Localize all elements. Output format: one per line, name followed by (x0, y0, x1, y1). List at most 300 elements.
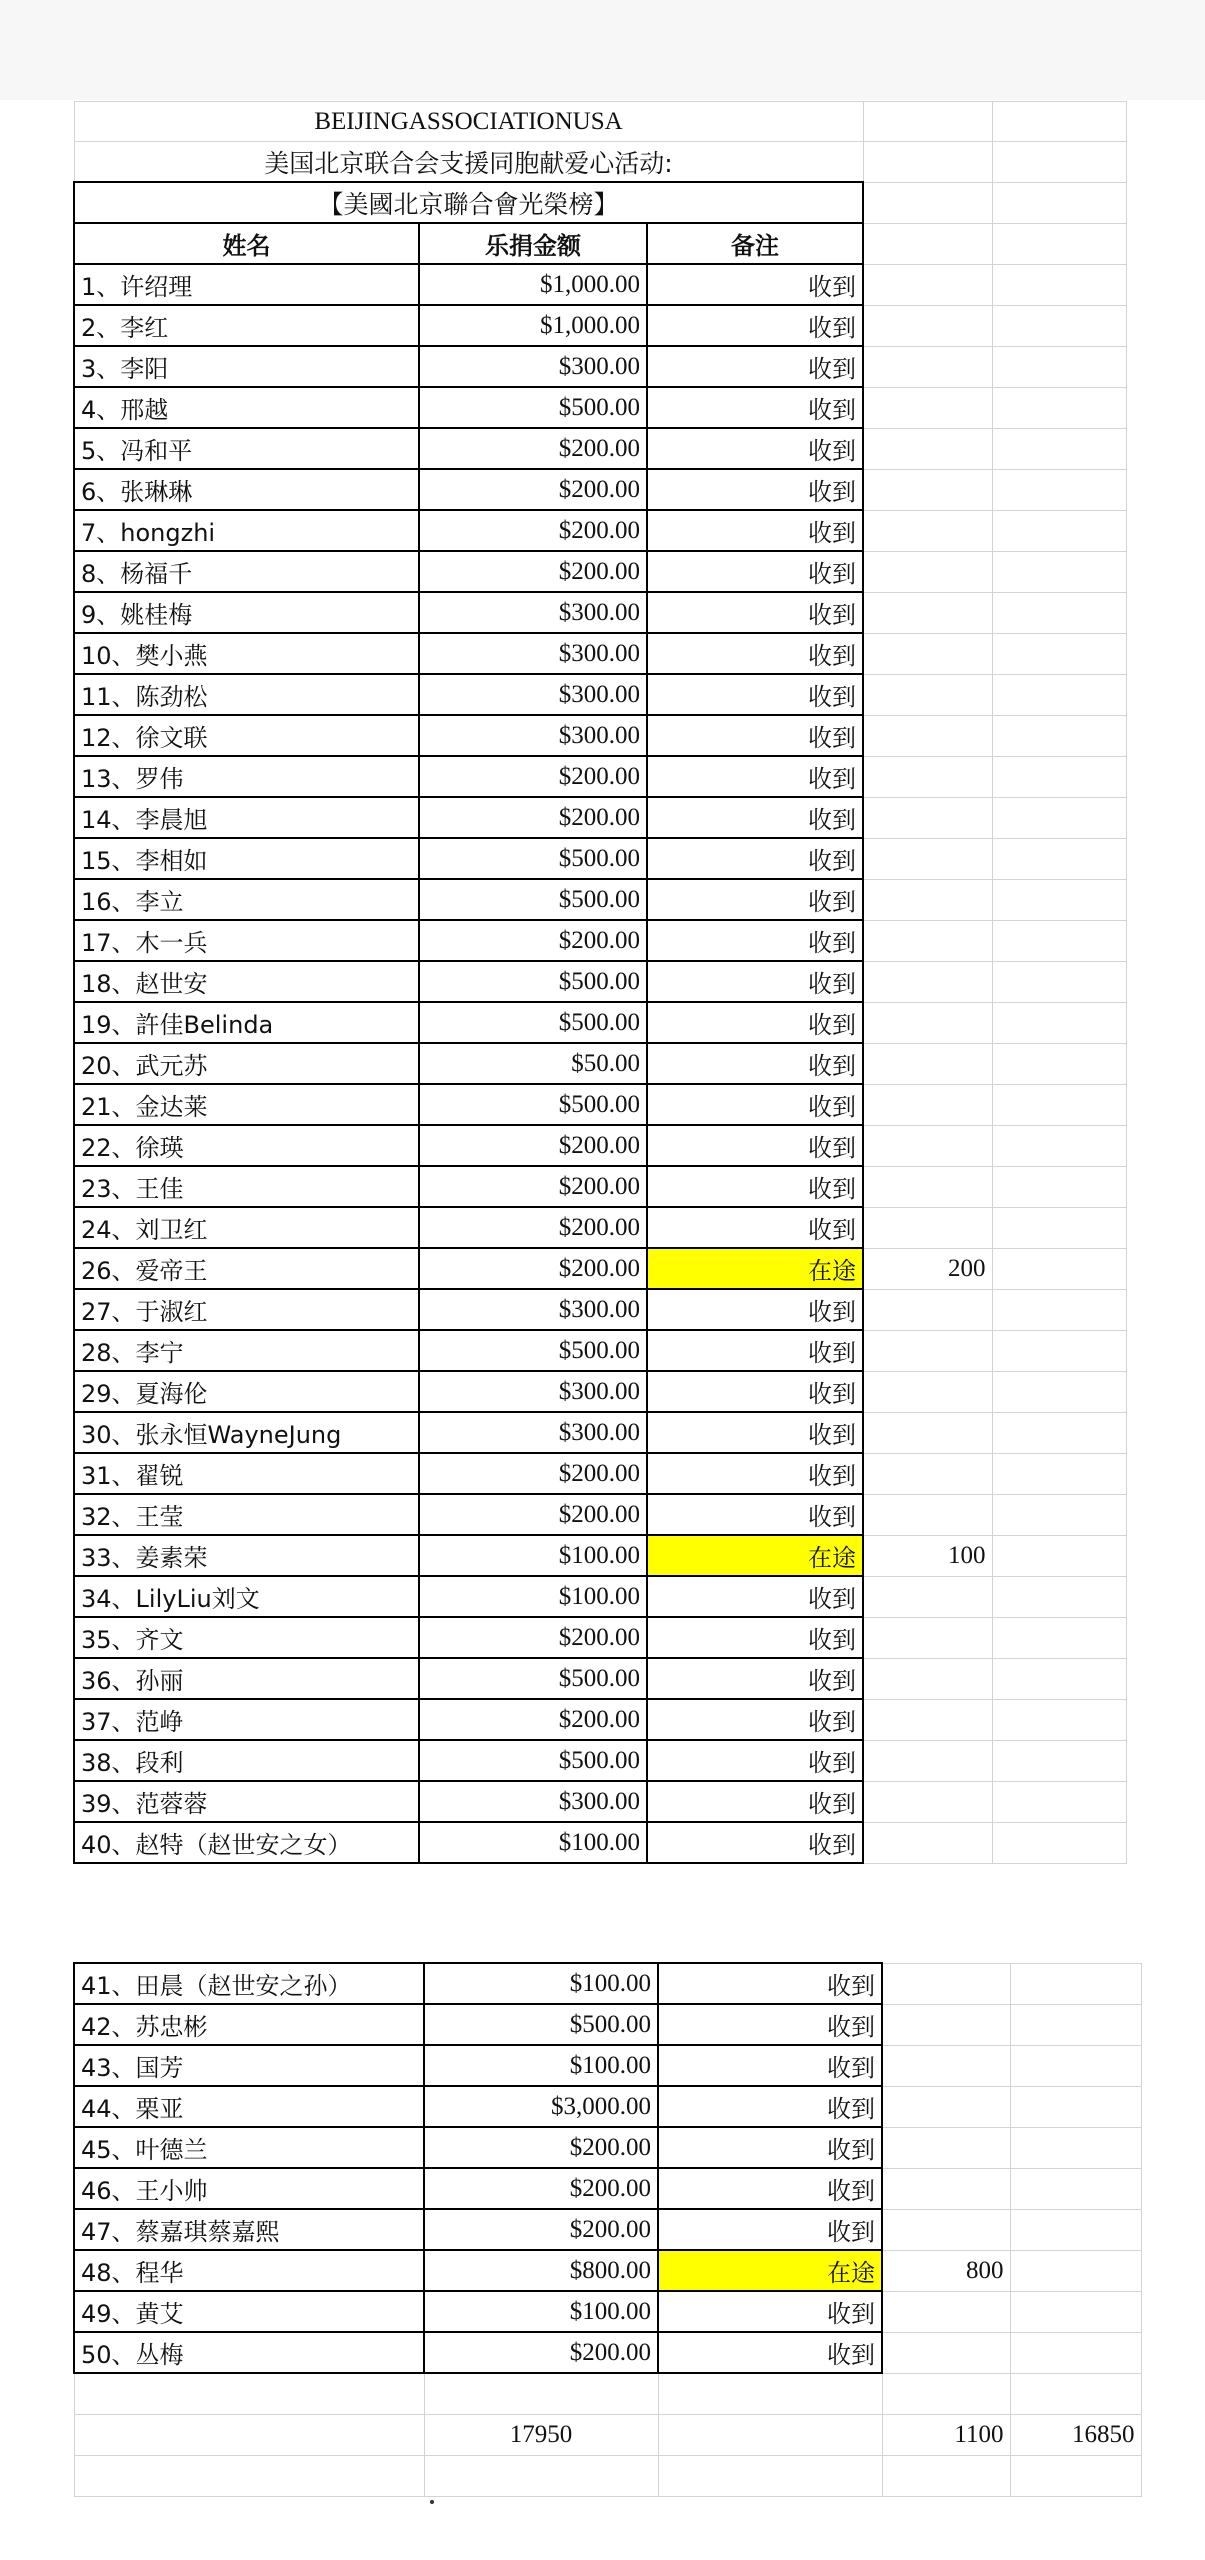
donation-amount: $800.00 (424, 2250, 658, 2291)
status-note: 在途 (647, 1248, 863, 1289)
donor-row (74, 1781, 1126, 1822)
pending-amount (882, 2086, 1010, 2127)
pending-amount (882, 2127, 1010, 2168)
donor-name: 20、武元苏 (74, 1043, 419, 1084)
blank-cell (1010, 2332, 1141, 2373)
donor-name: 1、许绍理 (74, 264, 419, 305)
donation-amount: $500.00 (419, 1330, 647, 1371)
donor-row (74, 1289, 1126, 1330)
donation-amount: $200.00 (424, 2168, 658, 2209)
pending-amount: 100 (863, 1535, 992, 1576)
donor-name: 28、李宁 (74, 1330, 419, 1371)
title-cn: 美国北京联合会支援同胞献爱心活动: (74, 142, 863, 183)
status-note: 收到 (658, 2127, 882, 2168)
donation-amount: $300.00 (419, 346, 647, 387)
donor-name: 49、黄艾 (74, 2291, 424, 2332)
status-note: 收到 (647, 1699, 863, 1740)
blank-cell (863, 142, 992, 183)
pending-amount (863, 387, 992, 428)
status-note: 收到 (647, 387, 863, 428)
donor-name: 31、翟锐 (74, 1453, 419, 1494)
donor-name: 14、李晨旭 (74, 797, 419, 838)
blank-cell (992, 102, 1126, 142)
blank-cell (658, 2456, 882, 2497)
donation-amount: $200.00 (419, 469, 647, 510)
blank-row (74, 2456, 1141, 2497)
blank-cell (863, 102, 992, 142)
donation-amount: $200.00 (424, 2332, 658, 2373)
status-note: 收到 (647, 1125, 863, 1166)
status-note: 收到 (647, 797, 863, 838)
status-note: 收到 (658, 2291, 882, 2332)
status-note: 收到 (658, 2045, 882, 2086)
donor-row (74, 592, 1126, 633)
donation-amount: $200.00 (419, 1125, 647, 1166)
blank-cell (1010, 1963, 1141, 2004)
donor-row (74, 2086, 1141, 2127)
blank-cell (992, 346, 1126, 387)
honor-title-row (74, 182, 1126, 223)
blank-cell (658, 2373, 882, 2415)
donation-amount: $100.00 (424, 2045, 658, 2086)
donor-row (74, 1043, 1126, 1084)
pending-amount (863, 1617, 992, 1658)
blank-cell (992, 223, 1126, 264)
donor-name: 5、冯和平 (74, 428, 419, 469)
status-note: 收到 (647, 633, 863, 674)
blank-cell (992, 715, 1126, 756)
donor-name: 37、范峥 (74, 1699, 419, 1740)
status-note: 收到 (647, 961, 863, 1002)
donor-row (74, 797, 1126, 838)
status-note: 收到 (647, 1781, 863, 1822)
pending-amount (863, 469, 992, 510)
donation-amount: $100.00 (424, 1963, 658, 2004)
status-note: 收到 (647, 1330, 863, 1371)
pending-amount (863, 920, 992, 961)
donation-amount: $300.00 (419, 592, 647, 633)
honor-roll-table-part1 (73, 101, 1127, 1864)
pending-amount (863, 346, 992, 387)
pending-amount (863, 428, 992, 469)
donor-row (74, 469, 1126, 510)
pending-amount (863, 1699, 992, 1740)
donation-amount: $100.00 (424, 2291, 658, 2332)
donor-name: 13、罗伟 (74, 756, 419, 797)
pending-amount (863, 1207, 992, 1248)
donor-row (74, 346, 1126, 387)
donor-row (74, 2168, 1141, 2209)
pending-amount (863, 674, 992, 715)
status-note: 收到 (647, 592, 863, 633)
pending-amount (863, 1822, 992, 1863)
blank-cell (424, 2373, 658, 2415)
status-note: 收到 (647, 1822, 863, 1863)
blank-cell (992, 1125, 1126, 1166)
donor-row (74, 428, 1126, 469)
donor-row (74, 1494, 1126, 1535)
status-note: 收到 (647, 879, 863, 920)
header-row (74, 223, 1126, 264)
donor-row (74, 1084, 1126, 1125)
donation-amount: $200.00 (419, 428, 647, 469)
blank-cell (882, 2456, 1010, 2497)
donor-row (74, 2250, 1141, 2291)
blank-cell (992, 182, 1126, 223)
donor-name: 35、齐文 (74, 1617, 419, 1658)
status-note: 收到 (647, 1453, 863, 1494)
blank-cell (992, 1822, 1126, 1863)
donor-row (74, 715, 1126, 756)
donor-name: 17、木一兵 (74, 920, 419, 961)
blank-cell (992, 797, 1126, 838)
blank-cell (658, 2415, 882, 2456)
donation-amount: $500.00 (419, 1740, 647, 1781)
pending-amount (863, 633, 992, 674)
donation-amount: $200.00 (419, 1248, 647, 1289)
donation-amount: $300.00 (419, 1412, 647, 1453)
pending-amount (882, 1963, 1010, 2004)
donation-amount: $100.00 (419, 1535, 647, 1576)
pending-amount (863, 510, 992, 551)
status-note: 收到 (647, 1207, 863, 1248)
blank-cell (1010, 2456, 1141, 2497)
donor-name: 33、姜素荣 (74, 1535, 419, 1576)
blank-cell (992, 1371, 1126, 1412)
donor-name: 43、国芳 (74, 2045, 424, 2086)
blank-row (74, 2373, 1141, 2415)
received-total: 16850 (1010, 2415, 1141, 2456)
donor-name: 23、王佳 (74, 1166, 419, 1207)
blank-cell (1010, 2291, 1141, 2332)
blank-cell (992, 1043, 1126, 1084)
title-row-cn (74, 142, 1126, 183)
donor-row (74, 1822, 1126, 1863)
donor-row (74, 674, 1126, 715)
blank-cell (863, 223, 992, 264)
blank-cell (992, 879, 1126, 920)
donor-row (74, 879, 1126, 920)
title-en: BEIJINGASSOCIATIONUSA (74, 102, 863, 142)
status-note: 收到 (647, 1617, 863, 1658)
blank-cell (992, 1535, 1126, 1576)
pending-amount (863, 1371, 992, 1412)
donation-amount: $300.00 (419, 715, 647, 756)
blank-cell (992, 1330, 1126, 1371)
blank-cell (1010, 2209, 1141, 2250)
status-note: 收到 (647, 1740, 863, 1781)
pending-amount (882, 2209, 1010, 2250)
status-note: 收到 (647, 1166, 863, 1207)
donor-name: 46、王小帅 (74, 2168, 424, 2209)
pending-amount (863, 1084, 992, 1125)
donor-name: 36、孙丽 (74, 1658, 419, 1699)
donation-amount: $50.00 (419, 1043, 647, 1084)
blank-cell (992, 469, 1126, 510)
donor-row (74, 1125, 1126, 1166)
donor-name: 15、李相如 (74, 838, 419, 879)
donor-name: 45、叶德兰 (74, 2127, 424, 2168)
donor-row (74, 2004, 1141, 2045)
pending-amount (863, 1002, 992, 1043)
status-note: 收到 (647, 305, 863, 346)
donor-row (74, 1576, 1126, 1617)
pending-amount (863, 715, 992, 756)
status-note: 收到 (647, 346, 863, 387)
status-note: 收到 (647, 1412, 863, 1453)
pending-amount (863, 1740, 992, 1781)
status-note: 收到 (658, 2004, 882, 2045)
blank-cell (992, 428, 1126, 469)
status-note: 收到 (647, 510, 863, 551)
donor-name: 41、田晨（赵世安之孙） (74, 1963, 424, 2004)
pending-amount (882, 2168, 1010, 2209)
status-note: 收到 (658, 2209, 882, 2250)
donation-amount: $100.00 (419, 1822, 647, 1863)
donation-amount: $300.00 (419, 1289, 647, 1330)
pending-amount (863, 264, 992, 305)
donor-name: 29、夏海伦 (74, 1371, 419, 1412)
pending-amount (863, 1289, 992, 1330)
donor-row (74, 1535, 1126, 1576)
pending-amount (863, 1453, 992, 1494)
donor-row (74, 510, 1126, 551)
blank-cell (74, 2415, 424, 2456)
pending-amount (863, 1658, 992, 1699)
donor-name: 11、陈劲松 (74, 674, 419, 715)
donor-name: 7、hongzhi (74, 510, 419, 551)
donor-row (74, 2127, 1141, 2168)
donor-row (74, 1740, 1126, 1781)
donor-name: 2、李红 (74, 305, 419, 346)
header-name: 姓名 (74, 223, 419, 264)
blank-cell (74, 2373, 424, 2415)
donor-name: 42、苏忠彬 (74, 2004, 424, 2045)
pending-amount (863, 797, 992, 838)
donation-amount: $500.00 (424, 2004, 658, 2045)
donor-row (74, 1658, 1126, 1699)
donor-row (74, 1330, 1126, 1371)
donor-row (74, 1453, 1126, 1494)
donor-row (74, 305, 1126, 346)
honor-title: 【美國北京聯合會光榮榜】 (74, 182, 863, 223)
title-row-en (74, 102, 1126, 142)
status-note: 收到 (647, 1576, 863, 1617)
donor-name: 4、邢越 (74, 387, 419, 428)
donor-row (74, 838, 1126, 879)
pending-amount (863, 879, 992, 920)
donor-name: 19、許佳Belinda (74, 1002, 419, 1043)
donor-row (74, 2045, 1141, 2086)
donation-amount: $200.00 (419, 1166, 647, 1207)
donor-row (74, 1699, 1126, 1740)
donor-row (74, 1617, 1126, 1658)
status-note: 收到 (647, 1371, 863, 1412)
donor-row (74, 1002, 1126, 1043)
amount-total: 17950 (424, 2415, 658, 2456)
blank-cell (992, 1494, 1126, 1535)
donation-amount: $1,000.00 (419, 305, 647, 346)
blank-cell (1010, 2004, 1141, 2045)
status-note: 收到 (658, 2086, 882, 2127)
blank-cell (992, 305, 1126, 346)
blank-cell (992, 387, 1126, 428)
donor-name: 8、杨福千 (74, 551, 419, 592)
status-note: 收到 (647, 428, 863, 469)
blank-cell (1010, 2045, 1141, 2086)
blank-cell (992, 1576, 1126, 1617)
donor-name: 24、刘卫红 (74, 1207, 419, 1248)
donation-amount: $500.00 (419, 387, 647, 428)
donation-amount: $500.00 (419, 838, 647, 879)
status-note: 收到 (647, 1084, 863, 1125)
donor-row (74, 1371, 1126, 1412)
blank-cell (424, 2456, 658, 2497)
donation-amount: $200.00 (419, 1494, 647, 1535)
pending-amount (882, 2291, 1010, 2332)
status-note: 收到 (647, 1494, 863, 1535)
donation-amount: $500.00 (419, 879, 647, 920)
status-note: 收到 (658, 2168, 882, 2209)
blank-cell (863, 182, 992, 223)
donor-name: 39、范蓉蓉 (74, 1781, 419, 1822)
donation-amount: $300.00 (419, 674, 647, 715)
status-note: 收到 (647, 551, 863, 592)
blank-cell (992, 1453, 1126, 1494)
donor-name: 47、蔡嘉琪蔡嘉熙 (74, 2209, 424, 2250)
blank-cell (992, 142, 1126, 183)
donor-row (74, 1248, 1126, 1289)
donor-name: 6、张琳琳 (74, 469, 419, 510)
pending-amount: 800 (882, 2250, 1010, 2291)
honor-roll-table-part2 (73, 1962, 1142, 2497)
blank-cell (1010, 2168, 1141, 2209)
donor-name: 12、徐文联 (74, 715, 419, 756)
donation-amount: $200.00 (419, 920, 647, 961)
pending-amount (863, 961, 992, 1002)
donor-name: 9、姚桂梅 (74, 592, 419, 633)
status-note: 收到 (647, 838, 863, 879)
pending-amount (863, 1781, 992, 1822)
donation-amount: $3,000.00 (424, 2086, 658, 2127)
donor-row (74, 1963, 1141, 2004)
donation-amount: $500.00 (419, 1084, 647, 1125)
donor-name: 38、段利 (74, 1740, 419, 1781)
status-note: 收到 (647, 715, 863, 756)
donation-amount: $200.00 (419, 510, 647, 551)
donor-name: 18、赵世安 (74, 961, 419, 1002)
blank-cell (1010, 2086, 1141, 2127)
donor-name: 21、金达莱 (74, 1084, 419, 1125)
status-note: 收到 (658, 2332, 882, 2373)
blank-cell (992, 838, 1126, 879)
status-note: 在途 (647, 1535, 863, 1576)
blank-cell (992, 264, 1126, 305)
totals-row (74, 2415, 1141, 2456)
pending-total: 1100 (882, 2415, 1010, 2456)
blank-cell (992, 1781, 1126, 1822)
pending-amount (863, 305, 992, 346)
pending-amount (863, 1576, 992, 1617)
donor-name: 22、徐瑛 (74, 1125, 419, 1166)
donor-row (74, 920, 1126, 961)
donation-amount: $200.00 (419, 797, 647, 838)
donation-amount: $300.00 (419, 1781, 647, 1822)
status-note: 收到 (647, 756, 863, 797)
status-note: 在途 (658, 2250, 882, 2291)
donation-amount: $200.00 (419, 1207, 647, 1248)
blank-cell (992, 1084, 1126, 1125)
pending-amount (863, 756, 992, 797)
pending-amount (863, 1412, 992, 1453)
blank-cell (992, 1002, 1126, 1043)
donor-row (74, 633, 1126, 674)
donation-amount: $500.00 (419, 961, 647, 1002)
blank-cell (992, 1166, 1126, 1207)
blank-cell (992, 510, 1126, 551)
blank-cell (1010, 2127, 1141, 2168)
pending-amount (863, 1330, 992, 1371)
donor-row (74, 961, 1126, 1002)
pending-amount (863, 551, 992, 592)
blank-cell (992, 1248, 1126, 1289)
status-note: 收到 (647, 674, 863, 715)
blank-cell (74, 2456, 424, 2497)
pending-amount (863, 592, 992, 633)
donor-name: 50、丛梅 (74, 2332, 424, 2373)
donation-amount: $200.00 (419, 1453, 647, 1494)
header-note: 备注 (647, 223, 863, 264)
blank-cell (992, 592, 1126, 633)
blank-cell (882, 2373, 1010, 2415)
donation-amount: $1,000.00 (419, 264, 647, 305)
donor-row (74, 2209, 1141, 2250)
donation-amount: $200.00 (419, 756, 647, 797)
donor-row (74, 551, 1126, 592)
status-note: 收到 (647, 1289, 863, 1330)
blank-cell (992, 1412, 1126, 1453)
blank-cell (992, 633, 1126, 674)
status-note: 收到 (647, 1658, 863, 1699)
donation-amount: $200.00 (419, 1617, 647, 1658)
donor-name: 30、张永恒WayneJung (74, 1412, 419, 1453)
pending-amount (863, 1125, 992, 1166)
donation-amount: $200.00 (419, 551, 647, 592)
donation-amount: $200.00 (424, 2209, 658, 2250)
blank-cell (1010, 2250, 1141, 2291)
donation-amount: $500.00 (419, 1002, 647, 1043)
pending-amount (882, 2332, 1010, 2373)
donor-row (74, 1166, 1126, 1207)
blank-cell (992, 1207, 1126, 1248)
donor-row (74, 387, 1126, 428)
donor-row (74, 756, 1126, 797)
blank-cell (992, 1699, 1126, 1740)
pending-amount: 200 (863, 1248, 992, 1289)
header-amount: 乐捐金额 (419, 223, 647, 264)
status-note: 收到 (647, 264, 863, 305)
blank-cell (992, 551, 1126, 592)
donor-name: 26、爱帝王 (74, 1248, 419, 1289)
pending-amount (863, 838, 992, 879)
status-note: 收到 (647, 469, 863, 510)
pending-amount (882, 2004, 1010, 2045)
pending-amount (863, 1166, 992, 1207)
donation-amount: $300.00 (419, 633, 647, 674)
donor-row (74, 264, 1126, 305)
blank-cell (992, 1658, 1126, 1699)
status-note: 收到 (647, 1043, 863, 1084)
